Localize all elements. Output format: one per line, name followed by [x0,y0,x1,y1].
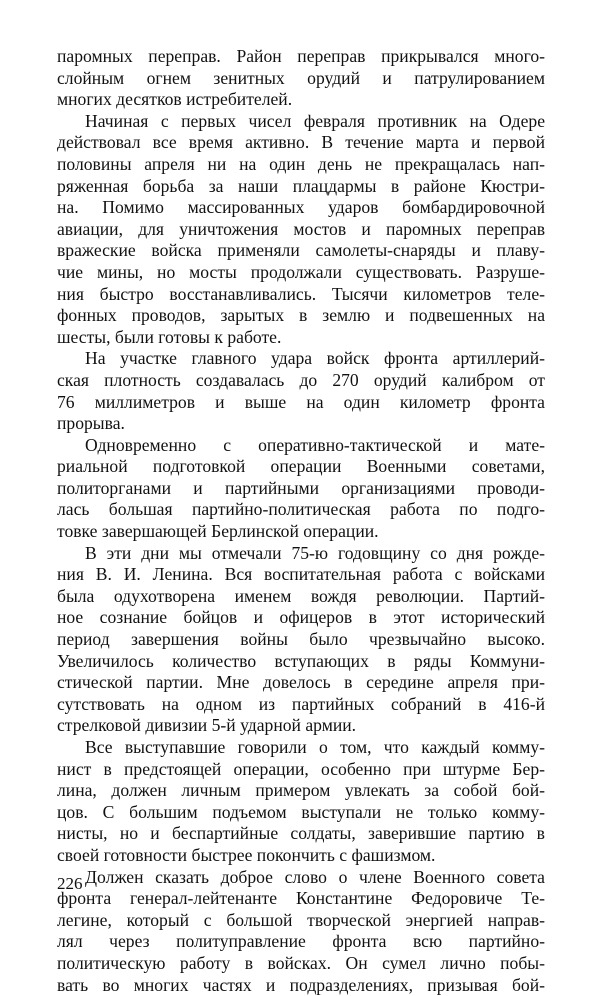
page-number: 226 [57,874,83,893]
text-line: половины апреля ни на один день не прекращалась нап- [57,153,545,174]
paragraph-first-line: На участке главного удара войск фронта артиллерий- [85,348,545,369]
text-line: ное сознание бойцов и офицеров в этот исторический [57,607,545,628]
text-line: своей готовности быстрее покончить с фашизмом. [57,844,436,865]
text-line: фронта генерал-лейтенанте Константине Федоровиче Те- [57,888,545,909]
text-line: нист в предстоящей операции, особенно при штурме Бер- [57,758,545,779]
text-line: многих десятков истребителей. [57,89,293,110]
text-line: вражеские войска применяли самолеты-снаряды и плаву- [57,240,545,261]
paragraph-first-line: Все выступавшие говорили о том, что каждый комму- [85,737,545,757]
text-line: лял через политуправление фронта всю партийно- [57,931,545,952]
text-line: политическую работу в войсках. Он сумел лично побы- [57,952,545,973]
text-line: легине, который с большой творческой энергией направ- [57,909,545,930]
text-line: фонных проводов, зарытых в землю и подвешенных на [57,305,545,326]
text-line: политорганами и партийными организациями проводи- [57,477,545,498]
text-line: нисты, но и беспартийные солдаты, заверившие партию в [57,823,545,844]
paragraph-first-line: Начиная с первых чисел февраля противник на Одере [85,110,545,131]
text-line: цов. С большим подъемом выступали не только комму- [57,801,545,822]
text-line: 76 миллиметров и выше на один километр фронта [57,391,545,412]
text-line: лась большая партийно-политическая работа по подго- [57,499,545,520]
text-line: ряженная борьба за наши плацдармы в районе Кюстри- [57,175,545,196]
text-line: риальной подготовкой операции Военными советами, [57,456,545,477]
text-line: прорыва. [57,413,125,434]
text-line: сутствовать на одном из партийных собраний в 416-й [57,693,545,714]
text-line: была одухотворена именем вождя революции. Партий- [57,585,545,606]
text-line: товке завершающей Берлинской операции. [57,521,379,542]
page-body [57,46,545,996]
text-line: чие мины, но мосты продолжали существовать. Разруше- [57,261,545,282]
paragraph-first-line: В эти дни мы отмечали 75-ю годовщину со дня рожде- [85,542,545,563]
text-line: ния быстро восстанавливались. Тысячи километров теле- [57,283,545,304]
paragraph-first-line: Должен сказать доброе слово о члене Военного совета [85,866,545,887]
text-line: авиации, для уничтожения мостов и паромных переправ [57,218,545,239]
text-line: Увеличилось количество вступающих в ряды Коммуни- [57,650,545,671]
text-line: вать во многих частях и подразделениях, призывая бой- [57,974,545,995]
paragraph-first-line: Одновременно с оперативно-тактической и мате- [85,434,545,455]
text-line: паромных переправ. Район переправ прикрывался много- [57,46,545,66]
text-line: слойным огнем зенитных орудий и патрулированием [57,67,545,88]
text-line: лина, должен личным примером увлекать за собой бой- [57,780,545,801]
text-line: на. Помимо массированных ударов бомбардировочной [57,197,545,218]
text-line: шесты, были готовы к работе. [57,326,282,347]
text-line: действовал все время активно. В течение марта и первой [57,132,545,153]
text-line: период завершения войны было чрезвычайно высоко. [57,629,545,650]
text-line: ния В. И. Ленина. Вся воспитательная работа с войсками [57,564,545,585]
text-line: ская плотность создавалась до 270 орудий калибром от [57,369,545,390]
text-line: стической партии. Мне довелось в середине апреля при- [57,672,545,693]
text-line: стрелковой дивизии 5-й ударной армии. [57,715,357,736]
